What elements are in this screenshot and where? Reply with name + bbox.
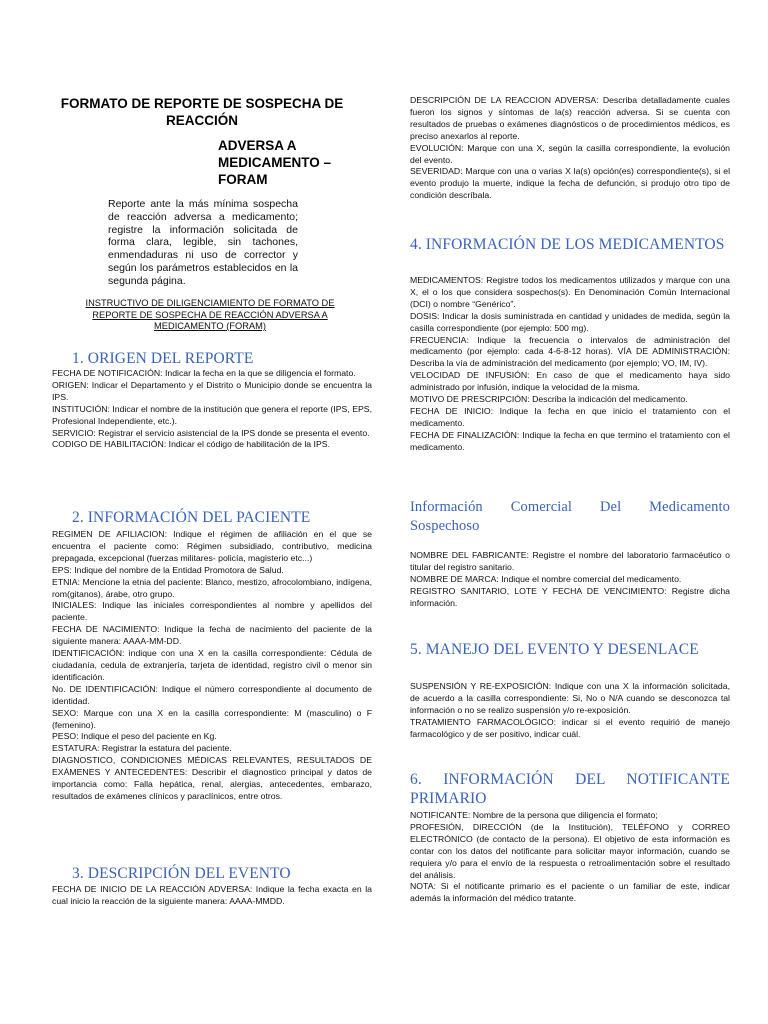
field-sexo: SEXO: Marque con una X en la casilla correspondiente: M (masculino) o F (femenino). [52, 707, 372, 730]
section-1-heading: 1. ORIGEN DEL REPORTE [72, 350, 254, 367]
field-fecha-inicio-reaccion: FECHA DE INICIO DE LA REACCIÓN ADVERSA: Indique la fecha exacta en la cual inicio la reacción de la siguiente manera: AAAA-MMDD. [52, 884, 372, 906]
field-fecha-inicio: FECHA DE INICIO: Indique la fecha en que inicio el tratamiento con el medicamento. [410, 405, 730, 428]
field-nombre-marca: NOMBRE DE MARCA: Indique el nombre comercial del medicamento. [410, 573, 682, 584]
section-6-heading: 6. INFORMACIÓN DEL NOTIFICANTE PRIMARIO [410, 771, 730, 807]
field-regimen-afiliacion: REGIMEN DE AFILIACION: Indique el régimen de afiliación en el que se encuentra el paciente como: Régimen subsidiado, contributivo, medicina prepagada, excepcional (fuerzas militares- policía, magisterio etc...) [52, 529, 372, 563]
section-3-body [52, 884, 372, 908]
field-motivo-prescripcion: MOTIVO DE PRESCRIPCIÓN: Describa la indicación del medicamento. [410, 394, 688, 405]
section-4-body [410, 275, 730, 454]
field-profesion-contacto: PROFESIÓN, DIRECCIÓN (de la Institución), TELÉFONO y CORREO ELECTRÓNICO (de contacto de la persona). El objetivo de esta información es contar con los datos del notificante para solicitar mayor información, cuando se requiera y/o para el envío de la respuesta o retroalimentación sobre el resultado del análisis. [410, 821, 730, 880]
field-velocidad-infusion: VELOCIDAD DE INFUSIÓN: En caso de que el medicamento haya sido administrado por infusión, indique la velocidad de la misma. [410, 370, 730, 393]
instructivo-heading: INSTRUCTIVO DE DILIGENCIAMIENTO DE FORMATO DE REPORTE DE SOSPECHA DE REACCIÓN ADVERSA A MEDICAMENTO (FORAM) [85, 298, 335, 332]
document-title: FORMATO DE REPORTE DE SOSPECHA DE REACCIÓN [60, 96, 344, 128]
field-identificacion: IDENTIFICACIÓN: indique con una X en la casilla correspondiente: Cédula de ciudadanía, cedula de extranjería, tarjeta de identidad, registro civil o menor sin identificación. [52, 648, 372, 682]
field-dosis: DOSIS: Indicar la dosis suministrada en cantidad y unidades de medida, según la casilla correspondiente (por ejemplo: 500 mg). [410, 310, 730, 333]
field-eps: EPS: Indique del nombre de la Entidad Promotora de Salud. [52, 564, 284, 575]
field-fecha-notificacion: FECHA DE NOTIFICACIÓN: Indicar la fecha en la que se diligencia el formato. [52, 368, 356, 378]
field-nombre-fabricante: NOMBRE DEL FABRICANTE: Registre el nombre del laboratorio farmacéutico o titular del registro sanitario. [410, 550, 730, 572]
field-fecha-nacimiento: FECHA DE NACIMIENTO: Indique la fecha de nacimiento del paciente de la siguiente manera: AAAA-MM-DD. [52, 624, 372, 647]
field-descripcion-reaccion: DESCRIPCIÓN DE LA REACCION ADVERSA: Describa detalladamente cuales fueron los signos y síntomas de la(s) reacción adversa. Si se cuenta con resultados de pruebas o exámenes diagnósticos o de procedimientos médicos, es preciso anexarlos al reporte. [410, 95, 730, 141]
field-iniciales: INICIALES: Indique las iniciales correspondientes al nombre y apellidos del paciente. [52, 600, 372, 623]
field-evolucion: EVOLUCIÓN: Marque con una X, según la casilla correspondiente, la evolución del evento. [410, 142, 730, 165]
field-diagnostico: DIAGNOSTICO, CONDICIONES MÉDICAS RELEVANTES, RESULTADOS DE EXÁMENES Y ANTECEDENTES: Describir el diagnostico principal y datos de importancia como: Falla hepática, renal, alergias, antecedentes, embarazo, resultados de exámenes clínicos y paraclínicos, entre otros. [52, 755, 372, 801]
field-etnia: ETNIA: Mencione la etnia del paciente: Blanco, mestizo, afrocolombiano, indígena, rom(gitanos), árabe, otro grupo. [52, 576, 372, 599]
field-suspension-reexposicion: SUSPENSIÓN Y RE-EXPOSICIÓN: Indique con una X la información solicitada, de acuerdo a la casilla correspondiente: Si, No o N/A cuando se desconozca tal información o no se realizo suspensión y/o re-exposición. [410, 681, 730, 715]
field-nota: NOTA: Si el notificante primario es el paciente o un familiar de este, indicar además la información del médico tratante. [410, 881, 730, 904]
field-codigo-habilitacion: CODIGO DE HABILITACIÓN: Indicar el código de habilitación de la IPS. [52, 439, 330, 450]
field-peso: PESO: Indique el peso del paciente en Kg. [52, 731, 217, 742]
section-2-body [52, 529, 372, 803]
field-notificante: NOTIFICANTE: Nombre de la persona que diligencia el formato; [410, 810, 658, 820]
field-servicio: SERVICIO: Registrar el servicio asistencial de la IPS donde se presenta el evento. [52, 427, 370, 438]
intro-paragraph: Reporte ante la más mínima sospecha de reacción adversa a medicamento; registre la información solicitada de forma clara, legible, sin tachones, enmendaduras ni uso de corrector y según los parámetros establecidos en la segunda página. [108, 198, 298, 287]
document-title-continued: ADVERSA A MEDICAMENTO – FORAM [218, 138, 332, 187]
commercial-info-body [410, 550, 730, 610]
section-4-heading: 4. INFORMACIÓN DE LOS MEDICAMENTOS [410, 236, 725, 253]
field-registro-sanitario: REGISTRO SANITARIO, LOTE Y FECHA DE VENCIMIENTO: Registre dicha información. [410, 585, 730, 608]
field-medicamentos: MEDICAMENTOS: Registre todos los medicamentos utilizados y marque con una X, el o los que considera sospechos(s). En Denominación Común Internacional (DCI) o nombre “Genérico”. [410, 275, 730, 309]
field-estatura: ESTATURA: Registrar la estatura del paciente. [52, 743, 232, 754]
field-tratamiento-farmacologico: TRATAMIENTO FARMACOLÓGICO: indicar si el evento requirió de manejo farmacológico y de ser positivo, indicar cuál. [410, 716, 730, 739]
section-6-body [410, 810, 730, 905]
field-origen: ORIGEN: Indicar el Departamento y el Distrito o Municipio donde se encuentra la IPS. [52, 379, 372, 402]
field-institucion: INSTITUCIÓN: Indicar el nombre de la institución que genera el reporte (IPS, EPS, Profesional Independiente, etc.). [52, 403, 372, 426]
section-5-body [410, 681, 730, 741]
section-1-body [52, 368, 372, 451]
section-5-heading: 5. MANEJO DEL EVENTO Y DESENLACE [410, 641, 699, 658]
field-severidad: SEVERIDAD: Marque con una o varias X la(s) opción(es) correspondiente(s), si el evento produjo la muerte, indique la fecha de defunción, si produjo otro tipo de condición descríbala. [410, 166, 730, 201]
section-3-continued-body [410, 95, 730, 202]
field-no-identificacion: No. DE IDENTIFICACIÓN: Indique el número correspondiente al documento de identidad. [52, 683, 372, 706]
commercial-info-heading: Información Comercial Del Medicamento Sospechoso [410, 499, 730, 534]
section-3-heading: 3. DESCRIPCIÓN DEL EVENTO [72, 865, 291, 882]
field-frecuencia: FRECUENCIA: Indique la frecuencia o intervalos de administración del medicamento (por ejemplo: cada 4-6-8-12 horas). VÍA DE ADMINISTRACIÓN: Describa la vía de administración del medicamento (por ejemplo; VO, IM, IV). [410, 334, 730, 369]
section-2-heading: 2. INFORMACIÓN DEL PACIENTE [72, 509, 311, 526]
field-fecha-finalizacion: FECHA DE FINALIZACIÓN: Indique la fecha en que termino el tratamiento con el medicamento. [410, 429, 730, 452]
